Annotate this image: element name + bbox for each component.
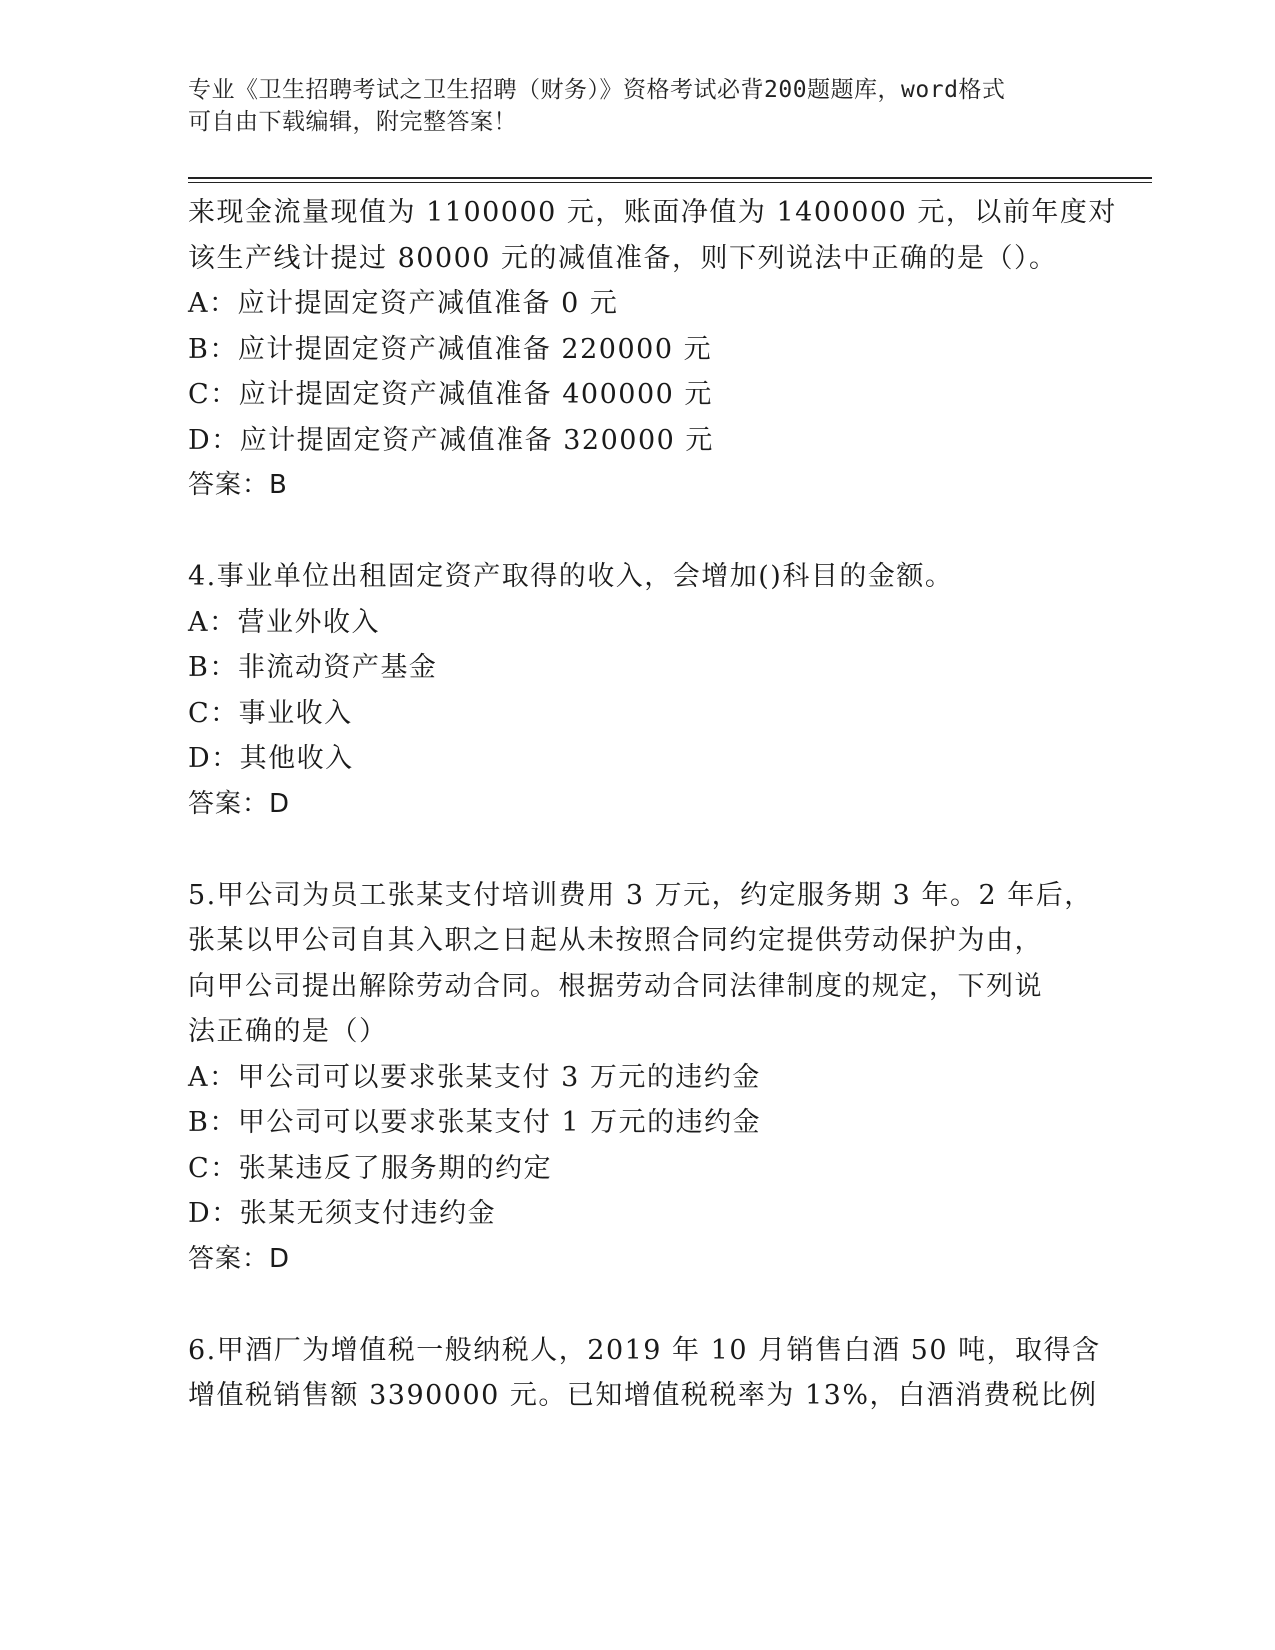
answer-line: 答案：D: [188, 1243, 291, 1274]
option-d: D：应计提固定资产减值准备 320000 元: [188, 424, 714, 456]
option-c: C：事业收入: [188, 697, 353, 729]
question-stem-line: 向甲公司提出解除劳动合同。根据劳动合同法律制度的规定，下列说: [188, 970, 1043, 1002]
question-4: [188, 554, 1088, 827]
option-d: D：其他收入: [188, 743, 354, 774]
spacer: [188, 827, 1088, 873]
option-a: A：应计提固定资产减值准备 0 元: [188, 288, 619, 319]
header-title-line-1: 专业《卫生招聘考试之卫生招聘（财务）》资格考试必背200题题库，word格式: [188, 77, 1006, 103]
question-3: [188, 190, 1117, 509]
answer-line: 答案：B: [188, 470, 288, 500]
question-stem-line: 张某以甲公司自其入职之日起从未按照合同约定提供劳动保护为由，: [188, 925, 1043, 956]
question-stem-line: 6.甲酒厂为增值税一般纳税人，2019 年 10 月销售白酒 50 吨，取得含: [188, 1334, 1101, 1366]
question-stem-line: 4.事业单位出租固定资产取得的收入，会增加()科目的金额。: [188, 561, 954, 592]
option-b: B：非流动资产基金: [188, 652, 438, 683]
option-c: C：张某违反了服务期的约定: [188, 1152, 553, 1184]
document-header: [188, 74, 1068, 138]
question-5: [188, 873, 1093, 1283]
option-c: C：应计提固定资产减值准备 400000 元: [188, 379, 713, 410]
header-title-line-2: 可自由下载编辑，附完整答案！: [188, 109, 517, 135]
question-6: [188, 1328, 1101, 1419]
question-stem-line: 该生产线计提过 80000 元的减值准备，则下列说法中正确的是（）。: [188, 242, 1058, 274]
option-d: D：张某无须支付违约金: [188, 1198, 497, 1229]
option-b: B：甲公司可以要求张某支付 1 万元的违约金: [188, 1107, 762, 1138]
spacer: [188, 1282, 1088, 1328]
question-stem-line: 来现金流量现值为 1100000 元，账面净值为 1400000 元，以前年度对: [188, 197, 1117, 228]
question-stem-line: 增值税销售额 3390000 元。已知增值税税率为 13%，白酒消费税比例: [188, 1380, 1098, 1411]
option-b: B：应计提固定资产减值准备 220000 元: [188, 333, 713, 365]
option-a: A：甲公司可以要求张某支付 3 万元的违约金: [188, 1061, 761, 1093]
header-divider-thick: [188, 177, 1152, 179]
spacer: [188, 509, 1088, 555]
document-body: [188, 190, 1117, 1419]
question-stem-line: 5.甲公司为员工张某支付培训费用 3 万元，约定服务期 3 年。2 年后，: [188, 879, 1093, 911]
option-a: A：营业外收入: [188, 606, 380, 638]
question-stem-line: 法正确的是（）: [188, 1016, 388, 1047]
answer-line: 答案：D: [188, 788, 291, 819]
header-divider-thin: [188, 182, 1152, 183]
